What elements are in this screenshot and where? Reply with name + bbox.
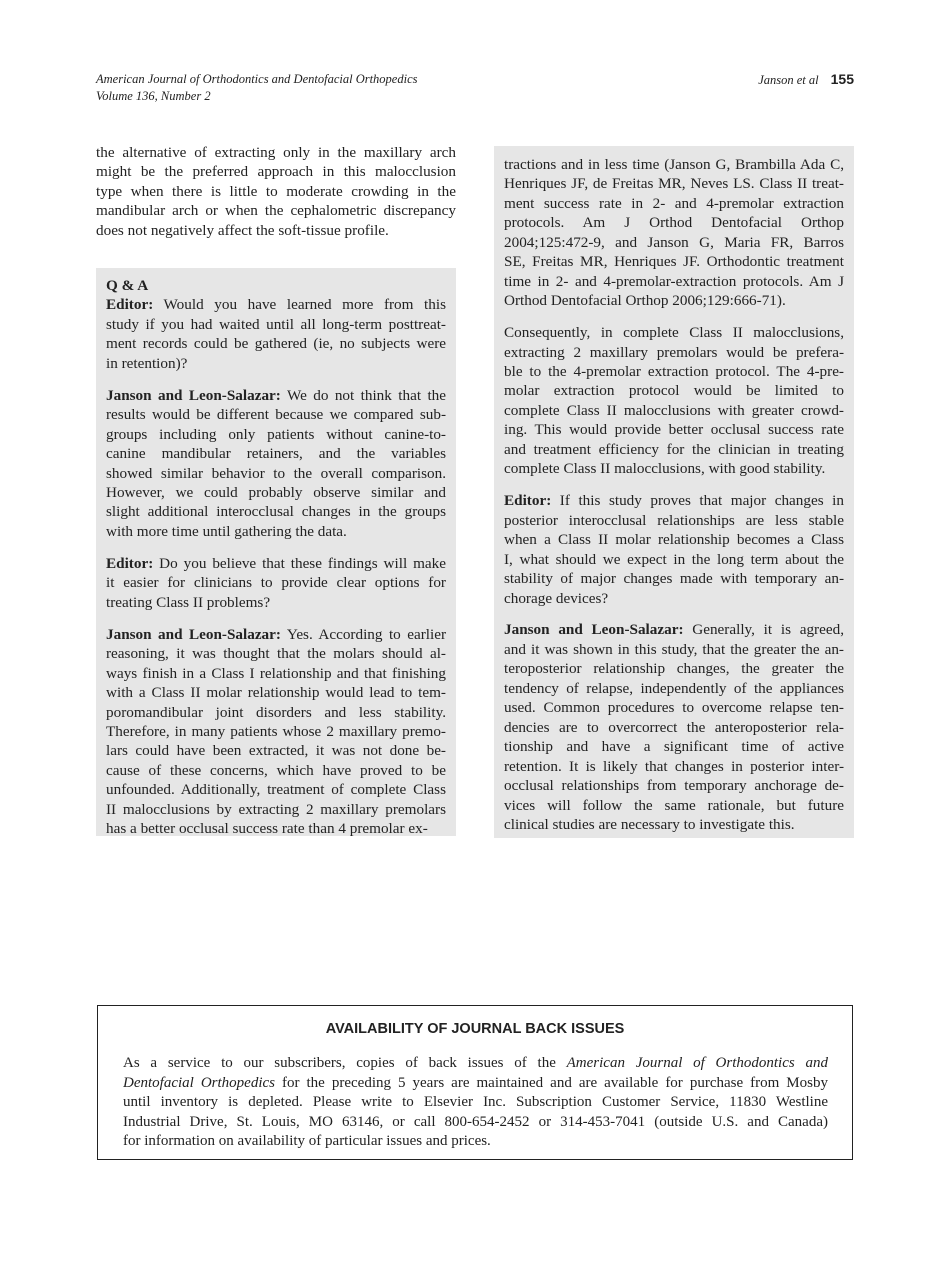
text-line: ment records could be gathered (ie, no subjects were	[106, 335, 446, 353]
authors: Janson et al	[758, 73, 819, 87]
text-line: complete Class II malocclusions, with good stability.	[504, 460, 826, 478]
text-line: Henriques JF, de Freitas MR, Neves LS. Class II treat-	[504, 175, 844, 193]
text-line: poromandibular joint disorders and less stability.	[106, 703, 446, 721]
notice-text: As a service to our subscribers, copies of back issues of the	[123, 1055, 567, 1071]
body-text-left	[96, 143, 456, 240]
text-line: and treatment efficiency for the clinician in treating	[504, 440, 844, 458]
text-line: does not negatively affect the soft-tissue profile.	[96, 221, 389, 239]
qa-box-right	[494, 146, 854, 838]
text-line: stability of major changes made with temporary an-	[504, 570, 844, 588]
paragraph	[96, 143, 456, 240]
qa-title: Q & A	[106, 277, 149, 294]
paragraph	[106, 295, 446, 373]
text-line: dencies are to overcorrect the anteroposterior rela-	[504, 718, 844, 736]
notice-text: until inventory is depleted. Please write to Elsevier Inc. Subscription Customer Service, 11830 Westline	[123, 1094, 828, 1110]
text-line: type when there is little to moderate crowding in the	[96, 182, 456, 200]
speaker-label: Editor:	[504, 492, 552, 510]
running-header-left	[96, 71, 418, 105]
text-line: Janson and Leon-Salazar: Yes. According to earlier	[106, 625, 446, 643]
text-line: the alternative of extracting only in the maxillary arch	[96, 144, 456, 161]
notice-body	[123, 1054, 828, 1152]
text-line: Janson and Leon-Salazar: We do not think that the	[106, 386, 446, 404]
qa-text-left	[106, 295, 446, 838]
text-line: time in 2- and 4-premolar-extraction protocols. Am J	[504, 272, 844, 290]
text-line: II malocclusions by extracting 2 maxillary premolars	[106, 800, 446, 818]
text-line: SE, Freitas MR, Henriques JF. Orthodontic treatment	[504, 253, 844, 271]
text-line: tionship and have a significant time of active	[504, 738, 844, 756]
running-header-right	[758, 71, 854, 89]
text-line: ing. This would provide better occlusal success rate	[504, 421, 844, 439]
text-line: Orthod Dentofacial Orthop 2006;129:666-71).	[504, 292, 786, 310]
text-line: clinical studies are necessary to investigate this.	[504, 816, 795, 833]
notice-line	[123, 1074, 828, 1094]
text-line: occlusal relationships from temporary anchorage de-	[504, 777, 844, 795]
notice-text: for the preceding 5 years are maintained and are available for purchase from Mosby	[275, 1074, 828, 1091]
text-line: slight additional interocclusal changes in the groups	[106, 503, 446, 521]
paragraph	[504, 323, 844, 479]
text-line: tractions and in less time (Janson G, Brambilla Ada C,	[504, 156, 844, 173]
text-line: and it was shown in this study, that the greater the an-	[504, 640, 844, 658]
text-line: treating Class II problems?	[106, 593, 271, 611]
text-line: mandibular arch or when the cephalometric discrepancy	[96, 202, 456, 220]
text-line: chorage devices?	[504, 589, 609, 607]
text-line: extracting 2 maxillary premolars would be prefera-	[504, 343, 844, 361]
paragraph	[504, 491, 844, 608]
text-line: lars could have been extracted, it was not done be-	[106, 742, 446, 760]
text-line: canine mandibular retainers, and the variables	[106, 445, 446, 463]
paragraph	[106, 554, 446, 612]
notice-text: for information on availability of particular issues and prices.	[123, 1133, 491, 1149]
text-line: Editor: If this study proves that major changes in	[504, 492, 844, 510]
paragraph	[106, 386, 446, 542]
text-line: study if you had waited until all long-term posttreat-	[106, 315, 446, 333]
speaker-label: Janson and Leon-Salazar:	[106, 386, 281, 404]
journal-name-italic: Dentofacial Orthopedics	[123, 1074, 275, 1091]
notice-line	[123, 1054, 828, 1074]
text-line: retention. It is likely that changes in posterior inter-	[504, 757, 844, 775]
text-line: I, what should we expect in the long term about the	[504, 550, 844, 568]
notice-text: Industrial Drive, St. Louis, MO 63146, or call 800-654-2452 or 314-453-7041 (outside U.S. and Canada)	[123, 1113, 828, 1130]
text-line: used. Common procedures to overcome relapse ten-	[504, 699, 844, 717]
text-line: tendency of relapse, independently of the appliances	[504, 679, 844, 697]
text-line: protocols. Am J Orthod Dentofacial Orthop	[504, 214, 844, 232]
journal-name-italic: American Journal of Orthodontics and	[566, 1055, 828, 1071]
text-line: reasoning, it was thought that the molars should al-	[106, 645, 446, 663]
text-line: with a Class II molar relationship would lead to tem-	[106, 684, 446, 702]
text-line: ways finish in a Class I relationship and that finishing	[106, 664, 446, 682]
text-line: However, we could probably observe similar and	[106, 484, 446, 502]
text-line: ble to the 4-premolar extraction protocol. The 4-pre-	[504, 363, 844, 381]
text-line: 2004;125:472-9, and Janson G, Maria FR, Barros	[504, 233, 844, 251]
speaker-label: Janson and Leon-Salazar:	[504, 621, 684, 639]
text-line: in retention)?	[106, 354, 188, 372]
notice-title: AVAILABILITY OF JOURNAL BACK ISSUES	[325, 1021, 625, 1037]
text-line: groups including only patients without canine-to-	[106, 425, 446, 443]
text-line: results would be different because we compared sub-	[106, 406, 446, 424]
text-line: unfounded. Additionally, treatment of complete Class	[106, 781, 446, 799]
text-line: when a Class II molar relationship becomes a Class	[504, 531, 844, 549]
text-line: Therefore, in many patients whose 2 maxillary premo-	[106, 723, 446, 741]
notice-line	[123, 1132, 828, 1152]
text-line: complete Class II malocclusions with greater crowd-	[504, 401, 844, 419]
speaker-label: Janson and Leon-Salazar:	[106, 625, 281, 643]
text-line: it easier for clinicians to provide clear options for	[106, 574, 446, 592]
text-line: with more time until gathering the data.	[106, 522, 347, 540]
qa-text-right	[504, 155, 844, 834]
back-issues-notice	[97, 1005, 853, 1160]
text-line: cause of these concerns, which have proved to be	[106, 761, 446, 779]
speaker-label: Editor:	[106, 554, 154, 572]
journal-title: American Journal of Orthodontics and Dentofacial Orthopedics	[96, 72, 418, 86]
text-line: ment success rate in 2- and 4-premolar extraction	[504, 194, 844, 212]
paragraph	[106, 625, 446, 839]
text-line: Editor: Do you believe that these findings will make	[106, 554, 446, 572]
qa-box-left	[96, 268, 456, 836]
paragraph	[504, 620, 844, 834]
notice-line	[123, 1093, 828, 1113]
text-line: has a better occlusal success rate than 4 premolar ex-	[106, 820, 428, 838]
text-line: Janson and Leon-Salazar: Generally, it is agreed,	[504, 621, 844, 639]
paragraph	[504, 155, 844, 311]
volume-info: Volume 136, Number 2	[96, 89, 211, 103]
speaker-label: Editor:	[106, 296, 154, 314]
text-line: might be the preferred approach in this malocclusion	[96, 163, 456, 181]
text-line: Consequently, in complete Class II malocclusions,	[504, 324, 844, 342]
text-line: teroposterior relationship changes, the greater the	[504, 660, 844, 678]
notice-line	[123, 1113, 828, 1133]
text-line: vices will follow the same rationale, but future	[504, 796, 844, 814]
text-line: molar extraction protocol would be limited to	[504, 382, 844, 400]
text-line: Editor: Would you have learned more from this	[106, 296, 446, 314]
text-line: posterior interocclusal relationships are less stable	[504, 511, 844, 529]
page-number: 155	[830, 71, 854, 87]
text-line: showed similar behavior to the overall comparison.	[106, 464, 446, 482]
